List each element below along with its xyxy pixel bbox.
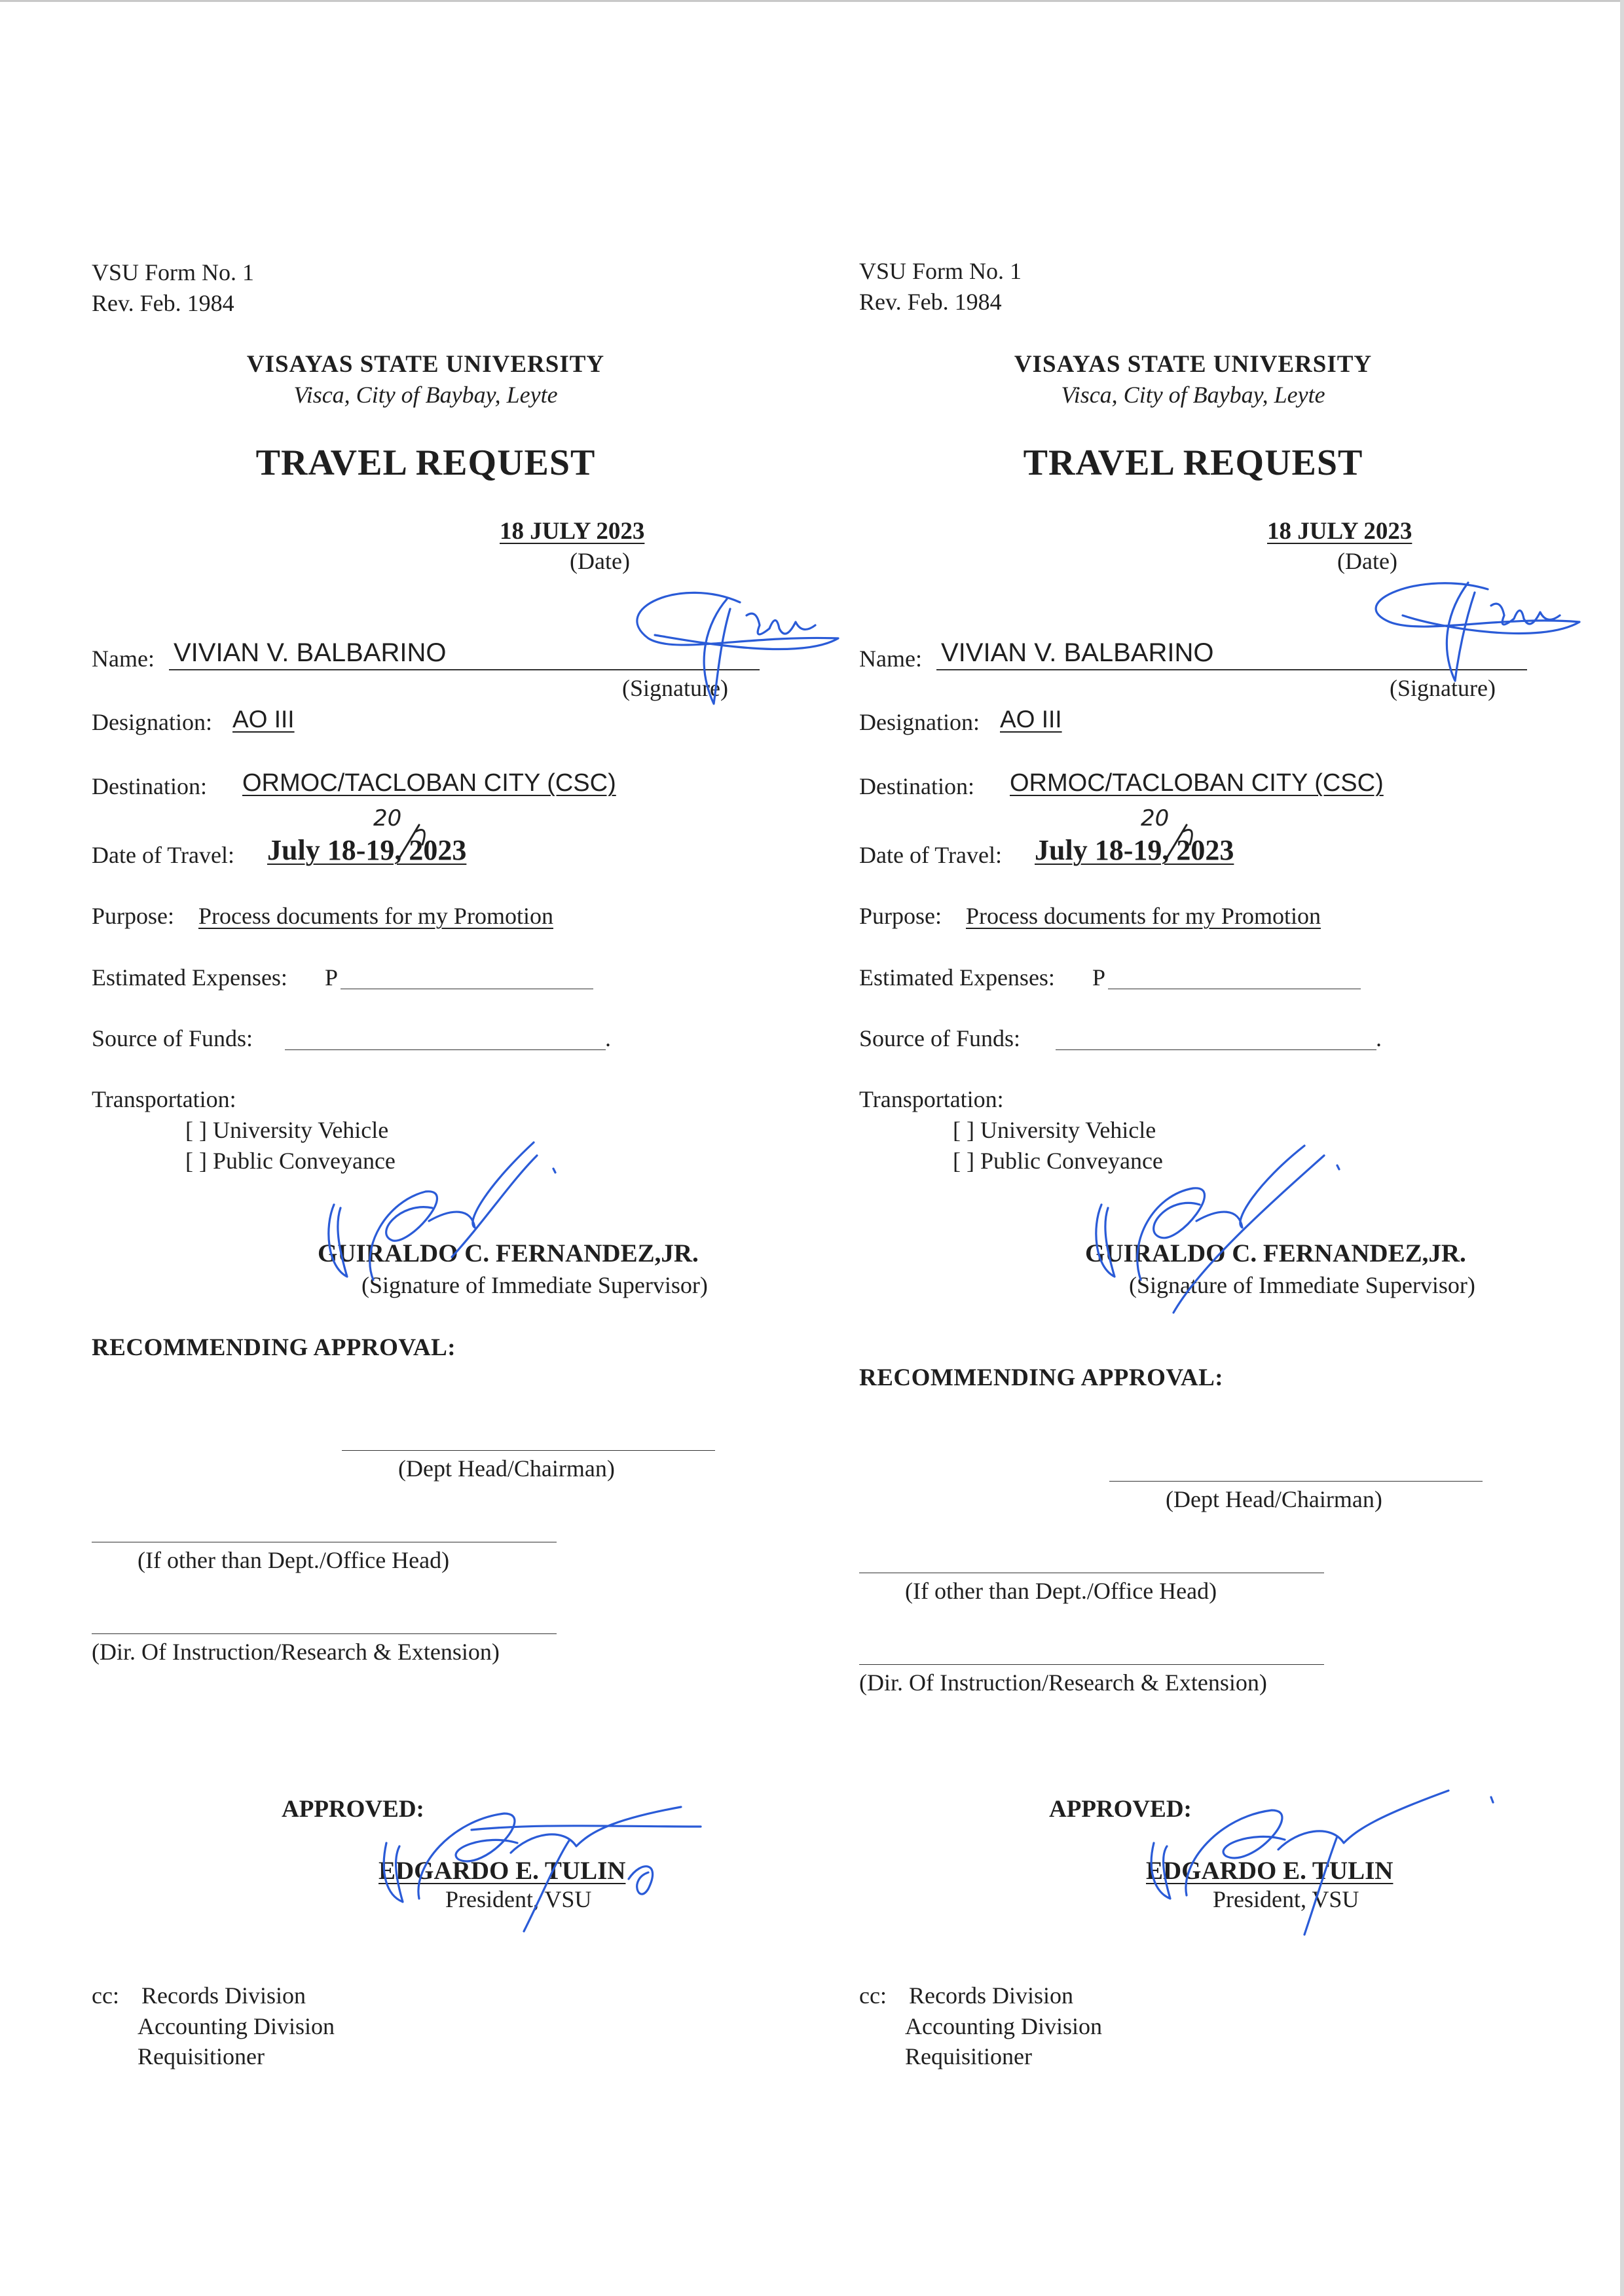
university-address: Visca, City of Baybay, Leyte [293, 382, 558, 408]
recommending-approval-heading: RECOMMENDING APPROVAL: [92, 1334, 456, 1361]
purpose-value: Process documents for my Promotion [966, 903, 1321, 929]
form-number: VSU Form No. 1 [92, 259, 255, 285]
designation-label: Designation: [92, 709, 212, 735]
designation-value: AO III [1000, 706, 1062, 733]
president-title: President, VSU [1213, 1886, 1359, 1912]
cc-item-accounting: Accounting Division [138, 2013, 335, 2039]
name-value: VIVIAN V. BALBARINO [174, 638, 447, 667]
transportation-label: Transportation: [859, 1086, 1004, 1112]
expenses-label: Estimated Expenses: [859, 964, 1055, 991]
dept-head-caption: (Dept Head/Chairman) [398, 1455, 615, 1482]
funds-label: Source of Funds: [859, 1025, 1020, 1051]
travel-request-form-right [859, 0, 1612, 2296]
destination-value: ORMOC/TACLOBAN CITY (CSC) [1010, 769, 1384, 797]
funds-blank [1056, 1049, 1376, 1050]
university-name: VISAYAS STATE UNIVERSITY [1014, 351, 1373, 378]
expenses-prefix: P [325, 964, 339, 991]
cc-item-records: Records Division [909, 1982, 1073, 2009]
approved-heading: APPROVED: [1049, 1796, 1192, 1823]
cc-label: cc: [92, 1982, 119, 2009]
revision-date: Rev. Feb. 1984 [92, 290, 234, 316]
supervisor-name: GUIRALDO C. FERNANDEZ,JR. [1085, 1239, 1466, 1267]
transport-option-university-vehicle[interactable]: [ ] University Vehicle [953, 1117, 1156, 1143]
designation-label: Designation: [859, 709, 980, 735]
revision-date: Rev. Feb. 1984 [859, 289, 1002, 315]
purpose-label: Purpose: [859, 903, 942, 929]
expenses-prefix: P [1092, 964, 1106, 991]
cc-item-requisitioner: Requisitioner [905, 2043, 1032, 2069]
university-address: Visca, City of Baybay, Leyte [1061, 382, 1325, 408]
cc-item-requisitioner: Requisitioner [138, 2043, 265, 2069]
form-title: TRAVEL REQUEST [1023, 443, 1363, 483]
director-signature-line [92, 1633, 557, 1634]
other-head-caption: (If other than Dept./Office Head) [905, 1578, 1217, 1604]
purpose-value: Process documents for my Promotion [198, 903, 553, 929]
cc-item-accounting: Accounting Division [905, 2013, 1102, 2039]
president-title: President, VSU [445, 1886, 592, 1912]
date-of-travel-label: Date of Travel: [92, 842, 234, 868]
date-of-travel-value: July 18-19, 2023 [267, 834, 467, 866]
director-caption: (Dir. Of Instruction/Research & Extension) [859, 1669, 1267, 1696]
name-underline [936, 669, 1527, 670]
transport-option-public-conveyance[interactable]: [ ] Public Conveyance [953, 1148, 1163, 1174]
form-title: TRAVEL REQUEST [255, 443, 596, 483]
funds-suffix: . [1376, 1025, 1382, 1051]
director-signature-line [859, 1664, 1324, 1665]
request-date: 18 JULY 2023 [1267, 518, 1412, 545]
date-of-travel-value: July 18-19, 2023 [1035, 834, 1234, 866]
designation-value: AO III [232, 706, 295, 733]
university-name: VISAYAS STATE UNIVERSITY [246, 351, 605, 378]
president-name: EDGARDO E. TULIN [378, 1857, 626, 1885]
form-number: VSU Form No. 1 [859, 258, 1022, 284]
director-caption: (Dir. Of Instruction/Research & Extension) [92, 1639, 500, 1665]
destination-value: ORMOC/TACLOBAN CITY (CSC) [242, 769, 616, 797]
funds-label: Source of Funds: [92, 1025, 253, 1051]
funds-suffix: . [605, 1025, 611, 1051]
supervisor-caption: (Signature of Immediate Supervisor) [1129, 1272, 1475, 1298]
date-of-travel-correction: 20 [373, 805, 402, 831]
approved-heading: APPROVED: [282, 1796, 424, 1823]
transport-option-university-vehicle[interactable]: [ ] University Vehicle [185, 1117, 389, 1143]
other-head-caption: (If other than Dept./Office Head) [138, 1547, 450, 1573]
recommending-approval-heading: RECOMMENDING APPROVAL: [859, 1364, 1224, 1391]
name-label: Name: [92, 646, 155, 672]
cc-item-records: Records Division [141, 1982, 306, 2009]
destination-label: Destination: [92, 773, 207, 799]
expenses-label: Estimated Expenses: [92, 964, 287, 991]
signature-caption: (Signature) [622, 675, 728, 701]
date-caption: (Date) [1337, 548, 1397, 574]
transport-option-public-conveyance[interactable]: [ ] Public Conveyance [185, 1148, 396, 1174]
date-of-travel-label: Date of Travel: [859, 842, 1002, 868]
travel-request-form-left [92, 0, 845, 2296]
destination-label: Destination: [859, 773, 974, 799]
dept-head-signature-line [1109, 1481, 1483, 1482]
president-name: EDGARDO E. TULIN [1146, 1857, 1393, 1885]
purpose-label: Purpose: [92, 903, 174, 929]
name-label: Name: [859, 646, 922, 672]
dept-head-signature-line [342, 1450, 715, 1451]
signature-caption: (Signature) [1390, 675, 1496, 701]
supervisor-caption: (Signature of Immediate Supervisor) [361, 1272, 708, 1298]
dept-head-caption: (Dept Head/Chairman) [1166, 1486, 1382, 1512]
name-underline [169, 669, 760, 670]
cc-label: cc: [859, 1982, 887, 2009]
funds-blank [285, 1049, 606, 1050]
date-caption: (Date) [570, 548, 630, 574]
transportation-label: Transportation: [92, 1086, 236, 1112]
scan-border-right [1620, 0, 1624, 2296]
supervisor-name: GUIRALDO C. FERNANDEZ,JR. [318, 1239, 699, 1267]
request-date: 18 JULY 2023 [500, 518, 645, 545]
name-value: VIVIAN V. BALBARINO [941, 638, 1214, 667]
date-of-travel-correction: 20 [1141, 805, 1170, 831]
